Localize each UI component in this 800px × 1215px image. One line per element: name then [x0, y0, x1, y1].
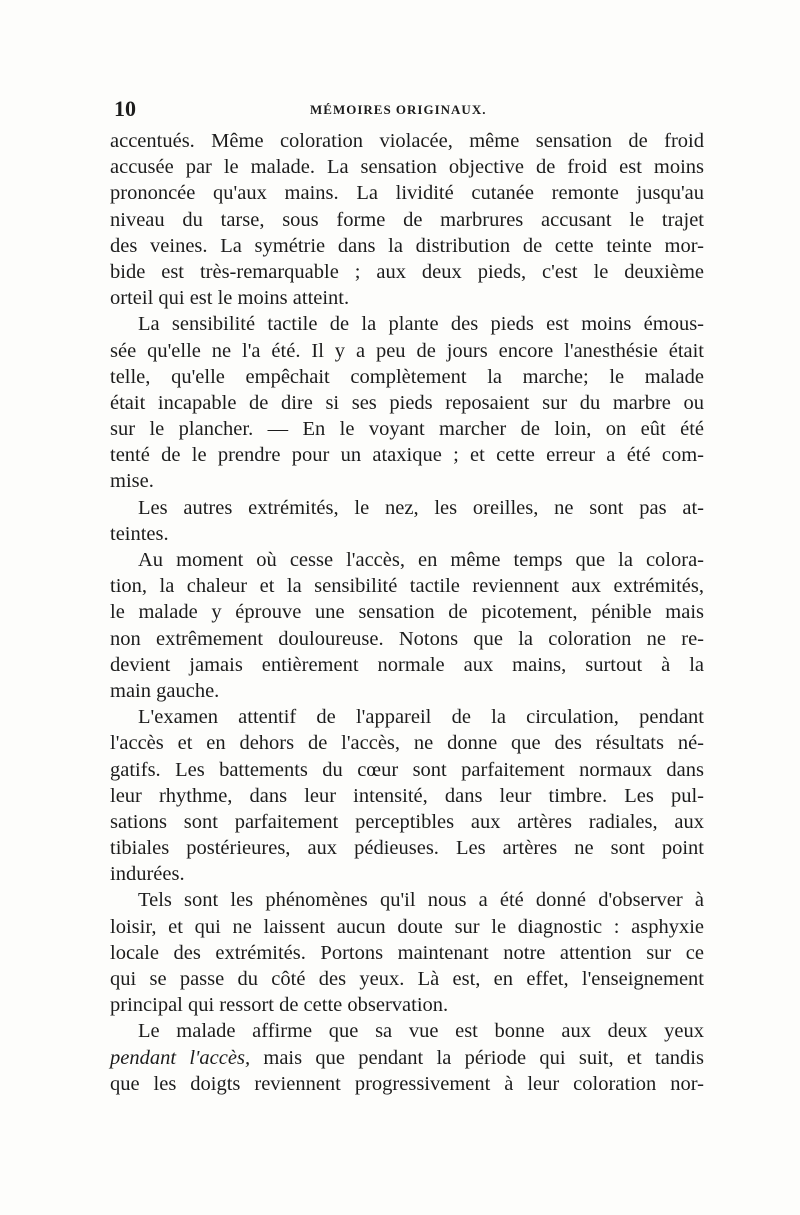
text-line: loisir, et qui ne laissent aucun doute sur le diagnostic : asphyxie	[110, 915, 704, 938]
text-line: tibiales postérieures, aux pédieuses. Les artères ne sont point	[110, 837, 704, 860]
text-line: était incapable de dire si ses pieds reposaient sur du marbre ou	[110, 391, 704, 414]
text-line: Au moment où cesse l'accès, en même temps que la colora-	[138, 549, 704, 571]
text-line: accusée par le malade. La sensation objective de froid est moins	[110, 156, 704, 179]
text-line: principal qui ressort de cette observation.	[110, 994, 449, 1017]
text-line	[110, 1045, 704, 1071]
text-line: La sensibilité tactile de la plante des pieds est moins émous-	[138, 313, 704, 336]
text-line: des veines. La symétrie dans la distribution de cette teinte mor-	[110, 234, 704, 257]
text-line: mise.	[110, 470, 154, 493]
text-line: Le malade affirme que sa vue est bonne aux deux yeux	[138, 1020, 704, 1043]
text-line: telle, qu'elle empêchait complètement la marche; le malade	[110, 365, 704, 388]
italic-phrase: pendant l'accès,	[110, 1046, 251, 1069]
text-line: leur rhythme, dans leur intensité, dans leur timbre. Les pul-	[110, 784, 704, 807]
text-line: devient jamais entièrement normale aux mains, surtout à la	[110, 653, 704, 676]
running-title: MÉMOIRES ORIGINAUX.	[310, 102, 487, 117]
text-line: Les autres extrémités, le nez, les oreilles, ne sont pas at-	[138, 496, 704, 519]
text-line: non extrêmement douloureuse. Notons que la coloration ne re-	[110, 627, 704, 650]
text-line: tenté de le prendre pour un ataxique ; et cette erreur a été com-	[110, 444, 704, 467]
text-line: teintes.	[110, 522, 169, 545]
text-line: locale des extrémités. Portons maintenant notre attention sur ce	[110, 941, 704, 964]
text-line: tion, la chaleur et la sensibilité tactile reviennent aux extrémités,	[110, 575, 704, 598]
text-line: sée qu'elle ne l'a été. Il y a peu de jours encore l'anesthésie était	[110, 339, 704, 362]
text-line: L'examen attentif de l'appareil de la circulation, pendant	[138, 706, 704, 729]
text-line: prononcée qu'aux mains. La lividité cutanée remonte jusqu'au	[110, 182, 704, 205]
text-line-rest: mais que pendant la période qui suit, et tandis	[250, 1046, 704, 1069]
body-paragraphs	[110, 128, 704, 1018]
text-line: gatifs. Les battements du cœur sont parfaitement normaux dans	[110, 758, 704, 781]
text-line: qui se passe du côté des yeux. Là est, en effet, l'enseignement	[110, 968, 704, 990]
text-line: accentués. Même coloration violacée, même sensation de froid	[110, 130, 704, 152]
text-line: bide est très-remarquable ; aux deux pieds, c'est le deuxième	[110, 260, 704, 283]
text-line: l'accès et en dehors de l'accès, ne donne que des résultats né-	[110, 732, 704, 755]
text-line: indurées.	[110, 863, 185, 886]
text-line: sur le plancher. — En le voyant marcher de loin, on eût été	[110, 418, 704, 441]
running-head	[110, 98, 704, 126]
text-line: sations sont parfaitement perceptibles aux artères radiales, aux	[110, 810, 704, 833]
text-line: que les doigts reviennent progressivement à leur coloration nor-	[110, 1072, 704, 1095]
text-line: niveau du tarse, sous forme de marbrures accusant le trajet	[110, 208, 704, 231]
page-text-block	[110, 98, 704, 1097]
text-line: orteil qui est le moins atteint.	[110, 287, 350, 310]
text-line: main gauche.	[110, 679, 220, 702]
text-line: Tels sont les phénomènes qu'il nous a été donné d'observer à	[138, 889, 704, 912]
text-line: le malade y éprouve une sensation de picotement, pénible mais	[110, 601, 704, 624]
page-number: 10	[114, 96, 136, 121]
